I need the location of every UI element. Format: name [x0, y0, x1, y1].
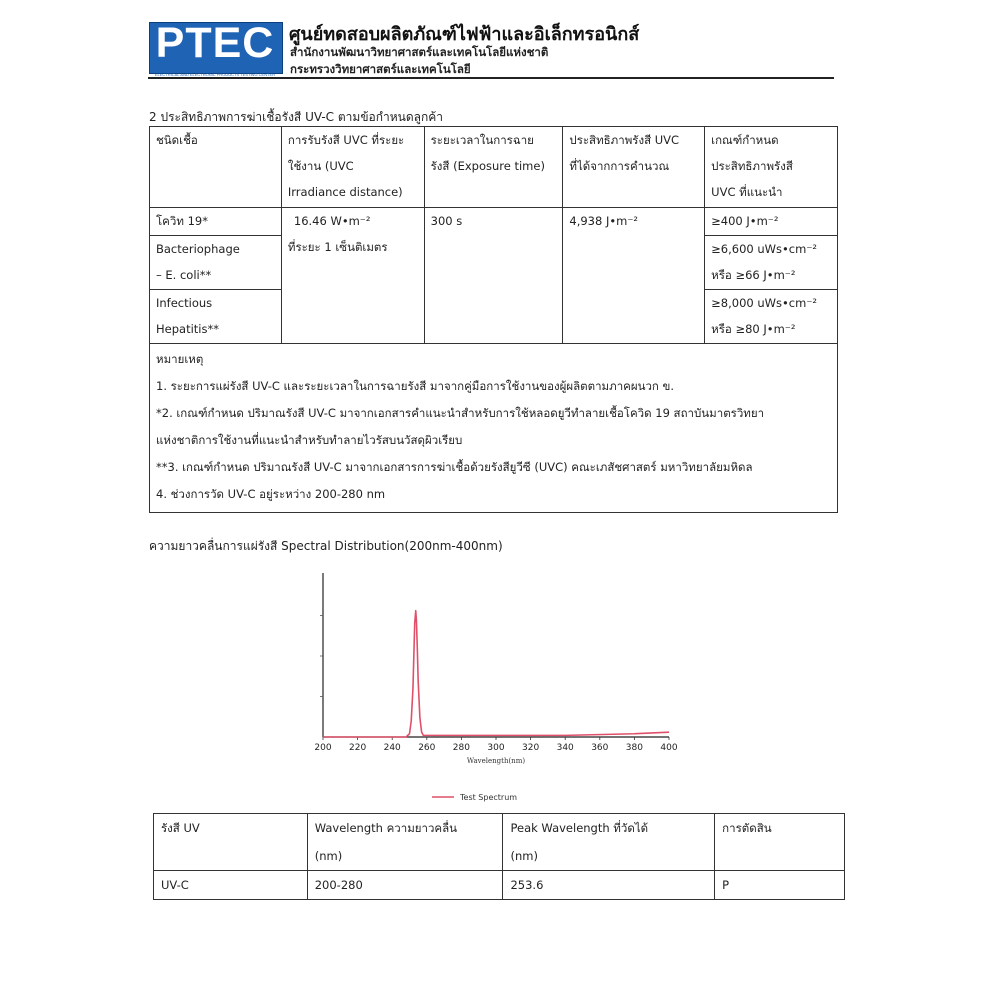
chart-plot-area — [314, 573, 677, 802]
notes-cell — [150, 344, 838, 513]
spectral-chart — [305, 565, 695, 810]
exposure-cell: 300 s — [424, 208, 563, 344]
x-tick-label: 380 — [625, 743, 643, 753]
x-axis-label: Wavelength(nm) — [466, 757, 526, 765]
header-irradiance: การรับรังสี UVC ที่ระยะ ใช้งาน (UVC Irradiance distance) — [281, 127, 424, 208]
table-row — [150, 208, 838, 236]
header-recommended-criteria: เกณฑ์กำหนด ประสิทธิภาพรังสี UVC ที่แนะนำ — [705, 127, 838, 208]
x-tick-label: 220 — [349, 743, 367, 753]
spectrum-line — [323, 611, 669, 737]
header-title: ศูนย์ทดสอบผลิตภัณฑ์ไฟฟ้าและอิเล็กทรอนิกส์ — [289, 24, 640, 45]
irradiance-cell: 16.46 W•m⁻² ที่ระยะ 1 เซ็นติเมตร — [281, 208, 424, 344]
judgment-cell: P — [715, 871, 845, 900]
pathogen-cell: Infectious Hepatitis** — [150, 290, 282, 344]
criteria-cell: ≥8,000 uWs•cm⁻² หรือ ≥80 J•m⁻² — [705, 290, 838, 344]
header-divider — [148, 77, 834, 79]
notes-row — [150, 344, 838, 513]
note-4: 4. ช่วงการวัด UV-C อยู่ระหว่าง 200-280 nm — [156, 487, 386, 501]
x-tick-label: 320 — [522, 743, 540, 753]
peak-wavelength-cell: 253.6 — [503, 871, 715, 900]
header-uv-type: รังสี UV — [154, 814, 308, 871]
uvc-efficiency-table — [149, 126, 838, 513]
uv-result-table — [153, 813, 845, 900]
x-tick-label: 400 — [660, 743, 678, 753]
header-calculated-efficiency: ประสิทธิภาพรังสี UVC ที่ได้จากการคำนวณ — [563, 127, 705, 208]
header-subtitle-ministry: กระทรวงวิทยาศาสตร์และเทคโนโลยี — [290, 62, 471, 76]
header-peak-wavelength: Peak Wavelength ที่วัดได้ (nm) — [503, 814, 715, 871]
legend-label: Test Spectrum — [460, 793, 518, 802]
x-tick-label: 240 — [383, 743, 401, 753]
notes-heading: หมายเหตุ — [156, 352, 204, 366]
section-title: 2 ประสิทธิภาพการฆ่าเชื้อรังสี UV-C ตามข้อกำหนดลูกค้า — [149, 110, 444, 124]
note-3: **3. เกณฑ์กำหนด ปริมาณรังสี UV-C มาจากเอกสารการฆ่าเชื้อด้วยรังสียูวีซี (UVC) คณะเภสัชศาสตร์ มหาวิทยาลัยมหิดล — [156, 460, 753, 474]
header-wavelength: Wavelength ความยาวคลื่น (nm) — [307, 814, 503, 871]
header-subtitle-agency: สำนักงานพัฒนาวิทยาศาสตร์และเทคโนโลยีแห่งชาติ — [290, 45, 549, 59]
logo-subtitle: ELECTRICAL AND ELECTRONIC PRODUCTS TESTING CENTER — [154, 72, 276, 77]
x-tick-label: 260 — [418, 743, 436, 753]
x-tick-label: 200 — [314, 743, 332, 753]
table-row — [154, 871, 845, 900]
spectral-title: ความยาวคลื่นการแผ่รังสี Spectral Distribution(200nm-400nm) — [149, 539, 503, 553]
header-pathogen: ชนิดเชื้อ — [150, 127, 282, 208]
table-header-row — [154, 814, 845, 871]
note-2: *2. เกณฑ์กำหนด ปริมาณรังสี UV-C มาจากเอกสารคำแนะนำสำหรับการใช้หลอดยูวีทำลายเชื้อโควิด 19 สถาบันมาตรวิทยา — [156, 406, 765, 420]
criteria-cell: ≥6,600 uWs•cm⁻² หรือ ≥66 J•m⁻² — [705, 236, 838, 290]
x-tick-label: 280 — [452, 743, 470, 753]
wavelength-cell: 200-280 — [307, 871, 503, 900]
pathogen-cell: โควิท 19* — [150, 208, 282, 236]
x-tick-label: 340 — [556, 743, 574, 753]
criteria-cell: ≥400 J•m⁻² — [705, 208, 838, 236]
note-1: 1. ระยะการแผ่รังสี UV-C และระยะเวลาในการฉายรังสี มาจากคู่มือการใช้งานของผู้ผลิตตามภาคผนวก ข. — [156, 379, 675, 393]
x-tick-label: 300 — [487, 743, 505, 753]
uv-type-cell: UV-C — [154, 871, 308, 900]
x-tick-label: 360 — [591, 743, 609, 753]
header-judgment: การตัดสิน — [715, 814, 845, 871]
header-exposure-time: ระยะเวลาในการฉาย รังสี (Exposure time) — [424, 127, 563, 208]
efficiency-cell: 4,938 J•m⁻² — [563, 208, 705, 344]
table-header-row — [150, 127, 838, 208]
pathogen-cell: Bacteriophage – E. coli** — [150, 236, 282, 290]
note-2-cont: แห่งชาติการใช้งานที่แนะนำสำหรับทำลายไวรัสบนวัสดุผิวเรียบ — [156, 433, 463, 447]
ptec-logo: PTEC — [155, 19, 275, 67]
